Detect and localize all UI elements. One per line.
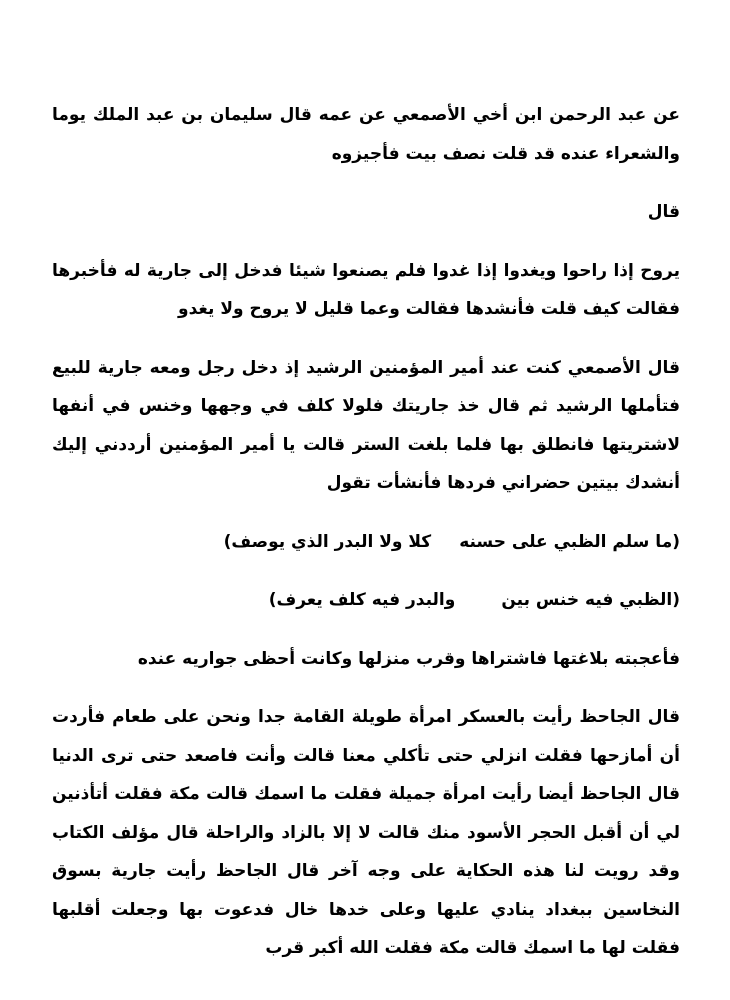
verse-1-first-hemistich: (ما سلم الظبي على حسنه <box>459 531 680 552</box>
paragraph-yaruh-verse: يروح إذا راحوا ويغدوا إذا غدوا فلم يصنعوا شيئا فدخل إلى جارية له فأخبرها فقالت كيف قلت فأنشدها فقالت وعما قليل لا يروح ولا يغدو <box>52 260 680 319</box>
paragraph-jahiz-story: قال الجاحظ رأيت بالعسكر امرأة طويلة القامة جدا ونحن على طعام فأردت أن أمازحها فقلت انزلي حتى تأكلي معنا قالت وأنت فاصعد حتى ترى الدنيا قال الجاحظ أيضا رأيت امرأة جميلة فقلت ما اسمك قالت مكة فقلت أتأذنين لي أن أقبل الحجر الأسود منك قالت لا إلا بالزاد والراحلة قال مؤلف الكتاب وقد رويت لنا هذه الحكاية على وجه آخر قال الجاحظ رأيت جارية بسوق النخاسين ببغداد ينادي عليها وعلى خدها خال فدعوت بها وجعلت أقلبها فقلت لها ما اسمك قالت مكة فقلت الله أكبر قرب <box>52 707 680 958</box>
document-page <box>52 96 680 988</box>
verse-line-1 <box>52 523 680 562</box>
paragraph-suleiman-story: عن عبد الرحمن ابن أخي الأصمعي عن عمه قال سليمان بن عبد الملك يوما والشعراء عنده قد قلت نصف بيت فأجيزوه <box>52 105 680 164</box>
verse-1-second-hemistich: كلا ولا البدر الذي يوصف) <box>223 531 432 552</box>
verse-2-first-hemistich: (الظبي فيه خنس بين <box>501 590 680 610</box>
paragraph-said: قال <box>647 202 680 222</box>
paragraph-asmai-story: قال الأصمعي كنت عند أمير المؤمنين الرشيد إذ دخل رجل ومعه جارية للبيع فتأملها الرشيد ثم قال خذ جاريتك فلولا كلف في وجهها وخنس في أنفها لاشتريتها فانطلق بها فلما بلغت الستر قالت يا أمير المؤمنين أرددني إليك أنشدك بيتين حضراني فردها فأنشأت تقول <box>52 357 680 493</box>
paragraph-admiration: فأعجبته بلاغتها فاشتراها وقرب منزلها وكانت أحظى جواريه عنده <box>137 648 680 669</box>
verse-line-2 <box>52 581 680 620</box>
verse-2-second-hemistich: والبدر فيه كلف يعرف) <box>268 590 456 610</box>
